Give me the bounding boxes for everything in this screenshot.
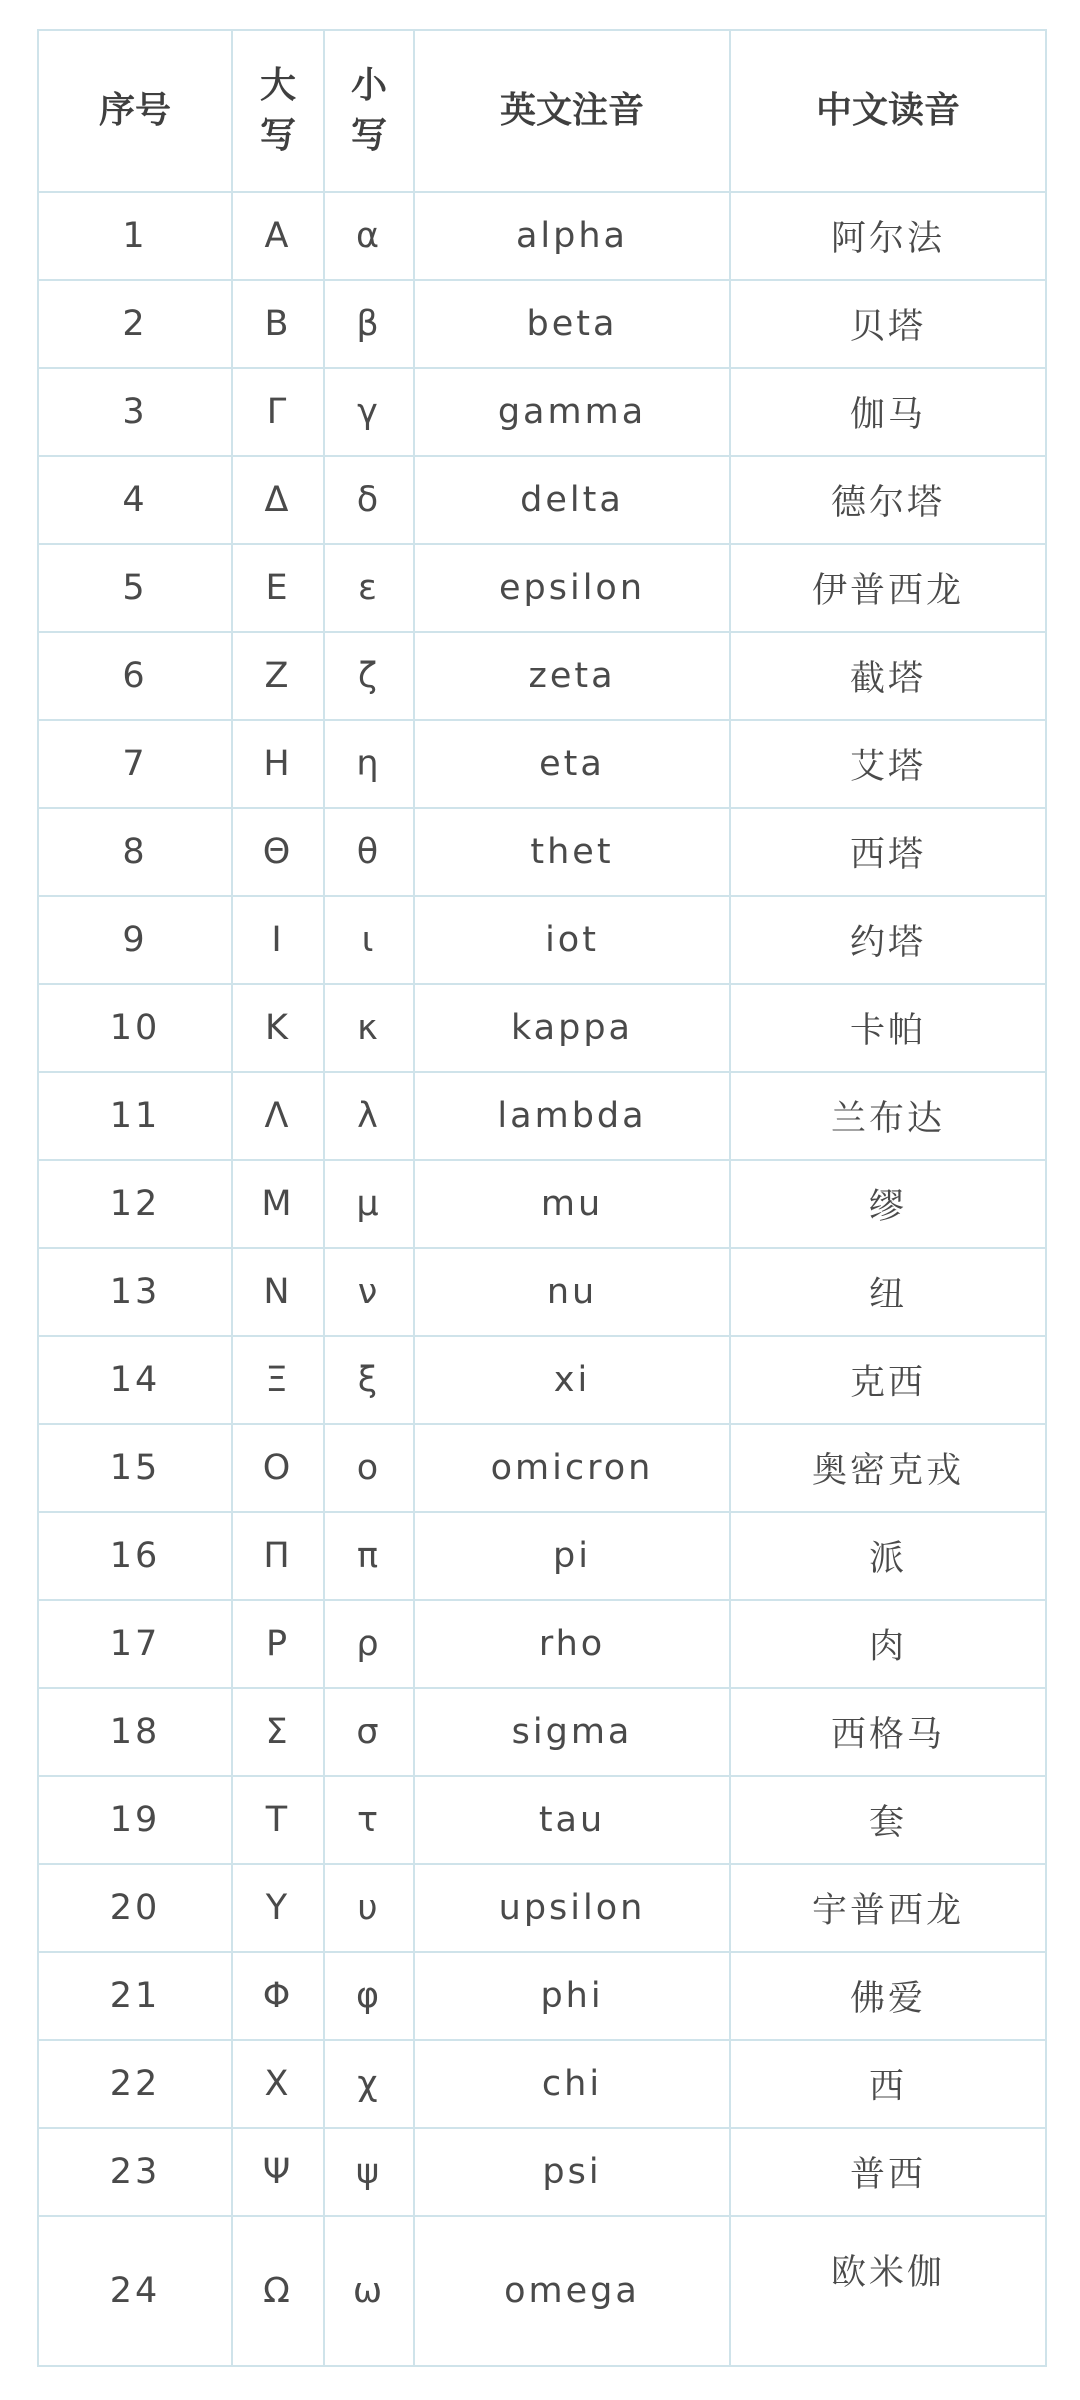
cell-number: 5 [38, 544, 232, 632]
cell-uppercase: Β [232, 280, 324, 368]
cell-number: 24 [38, 2216, 232, 2366]
cell-english: sigma [414, 1688, 730, 1776]
header-uppercase [232, 30, 324, 192]
cell-english: nu [414, 1248, 730, 1336]
cell-number: 11 [38, 1072, 232, 1160]
cell-chinese: 德尔塔 [730, 456, 1046, 544]
cell-chinese: 截塔 [730, 632, 1046, 720]
cell-english: tau [414, 1776, 730, 1864]
cell-chinese: 约塔 [730, 896, 1046, 984]
cell-lowercase: ψ [324, 2128, 414, 2216]
cell-lowercase: ε [324, 544, 414, 632]
cell-chinese: 纽 [730, 1248, 1046, 1336]
cell-uppercase: Σ [232, 1688, 324, 1776]
cell-number: 10 [38, 984, 232, 1072]
cell-number: 3 [38, 368, 232, 456]
cell-number: 17 [38, 1600, 232, 1688]
table-row [38, 1248, 1046, 1336]
cell-chinese: 艾塔 [730, 720, 1046, 808]
cell-english: phi [414, 1952, 730, 2040]
cell-lowercase: φ [324, 1952, 414, 2040]
cell-chinese: 普西 [730, 2128, 1046, 2216]
cell-number: 15 [38, 1424, 232, 1512]
cell-uppercase: Ξ [232, 1336, 324, 1424]
table-row [38, 984, 1046, 1072]
cell-uppercase: Α [232, 192, 324, 280]
cell-number: 12 [38, 1160, 232, 1248]
table-row [38, 1952, 1046, 2040]
cell-uppercase: Κ [232, 984, 324, 1072]
cell-lowercase: τ [324, 1776, 414, 1864]
cell-uppercase: Ε [232, 544, 324, 632]
cell-number: 13 [38, 1248, 232, 1336]
cell-lowercase: σ [324, 1688, 414, 1776]
cell-lowercase: η [324, 720, 414, 808]
cell-number: 7 [38, 720, 232, 808]
cell-english: upsilon [414, 1864, 730, 1952]
cell-chinese: 派 [730, 1512, 1046, 1600]
table-row [38, 192, 1046, 280]
cell-uppercase: Ρ [232, 1600, 324, 1688]
cell-lowercase: β [324, 280, 414, 368]
cell-english: kappa [414, 984, 730, 1072]
cell-chinese: 阿尔法 [730, 192, 1046, 280]
cell-uppercase: Τ [232, 1776, 324, 1864]
cell-lowercase: ξ [324, 1336, 414, 1424]
table-row [38, 1688, 1046, 1776]
cell-number: 4 [38, 456, 232, 544]
table-row [38, 544, 1046, 632]
cell-lowercase: θ [324, 808, 414, 896]
cell-chinese: 卡帕 [730, 984, 1046, 1072]
cell-number: 9 [38, 896, 232, 984]
cell-english: pi [414, 1512, 730, 1600]
header-english: 英文注音 [414, 30, 730, 192]
table-header-row [38, 30, 1046, 192]
cell-lowercase: ρ [324, 1600, 414, 1688]
cell-lowercase: ο [324, 1424, 414, 1512]
cell-chinese: 肉 [730, 1600, 1046, 1688]
cell-number: 2 [38, 280, 232, 368]
cell-lowercase: υ [324, 1864, 414, 1952]
table-row [38, 1072, 1046, 1160]
cell-chinese: 套 [730, 1776, 1046, 1864]
header-lowercase [324, 30, 414, 192]
cell-lowercase: ν [324, 1248, 414, 1336]
cell-uppercase: Η [232, 720, 324, 808]
cell-uppercase: Υ [232, 1864, 324, 1952]
cell-chinese: 兰布达 [730, 1072, 1046, 1160]
cell-english: zeta [414, 632, 730, 720]
cell-lowercase: κ [324, 984, 414, 1072]
table-body [38, 192, 1046, 2366]
cell-english: alpha [414, 192, 730, 280]
cell-chinese: 欧米伽 [730, 2216, 1046, 2366]
header-lowercase-label: 小写 [351, 64, 388, 156]
cell-lowercase: α [324, 192, 414, 280]
cell-number: 21 [38, 1952, 232, 2040]
cell-uppercase: Ζ [232, 632, 324, 720]
header-number: 序号 [38, 30, 232, 192]
cell-uppercase: Ψ [232, 2128, 324, 2216]
cell-lowercase: ω [324, 2216, 414, 2366]
cell-uppercase: Ν [232, 1248, 324, 1336]
cell-lowercase: ι [324, 896, 414, 984]
cell-uppercase: Μ [232, 1160, 324, 1248]
cell-english: psi [414, 2128, 730, 2216]
cell-english: omega [414, 2216, 730, 2366]
cell-english: xi [414, 1336, 730, 1424]
cell-chinese: 佛爱 [730, 1952, 1046, 2040]
cell-chinese: 西 [730, 2040, 1046, 2128]
table-row [38, 808, 1046, 896]
cell-english: epsilon [414, 544, 730, 632]
cell-number: 8 [38, 808, 232, 896]
cell-english: delta [414, 456, 730, 544]
cell-english: gamma [414, 368, 730, 456]
cell-lowercase: δ [324, 456, 414, 544]
cell-uppercase: Χ [232, 2040, 324, 2128]
cell-chinese: 贝塔 [730, 280, 1046, 368]
table-row [38, 280, 1046, 368]
cell-lowercase: λ [324, 1072, 414, 1160]
cell-uppercase: Π [232, 1512, 324, 1600]
cell-uppercase: Θ [232, 808, 324, 896]
cell-uppercase: Ι [232, 896, 324, 984]
cell-lowercase: μ [324, 1160, 414, 1248]
cell-chinese: 宇普西龙 [730, 1864, 1046, 1952]
table-row [38, 2128, 1046, 2216]
cell-uppercase: Λ [232, 1072, 324, 1160]
cell-number: 18 [38, 1688, 232, 1776]
cell-uppercase: Φ [232, 1952, 324, 2040]
table-row [38, 1600, 1046, 1688]
cell-number: 20 [38, 1864, 232, 1952]
cell-english: eta [414, 720, 730, 808]
cell-number: 16 [38, 1512, 232, 1600]
table-row [38, 720, 1046, 808]
cell-english: omicron [414, 1424, 730, 1512]
cell-number: 14 [38, 1336, 232, 1424]
cell-english: chi [414, 2040, 730, 2128]
table-row [38, 1512, 1046, 1600]
cell-number: 1 [38, 192, 232, 280]
cell-english: rho [414, 1600, 730, 1688]
table-row [38, 2216, 1046, 2366]
table-row [38, 1864, 1046, 1952]
cell-lowercase: γ [324, 368, 414, 456]
table-row [38, 896, 1046, 984]
table-row [38, 1160, 1046, 1248]
table-row [38, 1776, 1046, 1864]
cell-lowercase: ζ [324, 632, 414, 720]
table-row [38, 632, 1046, 720]
cell-english: lambda [414, 1072, 730, 1160]
cell-chinese: 缪 [730, 1160, 1046, 1248]
table-row [38, 2040, 1046, 2128]
cell-uppercase: Ω [232, 2216, 324, 2366]
cell-uppercase: Δ [232, 456, 324, 544]
header-uppercase-label: 大写 [260, 64, 297, 156]
cell-uppercase: Γ [232, 368, 324, 456]
cell-chinese: 克西 [730, 1336, 1046, 1424]
cell-chinese: 奥密克戎 [730, 1424, 1046, 1512]
table-row [38, 1336, 1046, 1424]
cell-lowercase: π [324, 1512, 414, 1600]
table-row [38, 456, 1046, 544]
cell-english: mu [414, 1160, 730, 1248]
cell-english: iot [414, 896, 730, 984]
cell-number: 19 [38, 1776, 232, 1864]
cell-number: 6 [38, 632, 232, 720]
cell-english: beta [414, 280, 730, 368]
cell-number: 23 [38, 2128, 232, 2216]
cell-chinese: 伊普西龙 [730, 544, 1046, 632]
cell-english: thet [414, 808, 730, 896]
table-row [38, 1424, 1046, 1512]
cell-chinese: 西塔 [730, 808, 1046, 896]
header-chinese: 中文读音 [730, 30, 1046, 192]
cell-lowercase: χ [324, 2040, 414, 2128]
table-row [38, 368, 1046, 456]
cell-chinese: 西格马 [730, 1688, 1046, 1776]
cell-uppercase: Ο [232, 1424, 324, 1512]
cell-chinese: 伽马 [730, 368, 1046, 456]
greek-alphabet-table [37, 29, 1047, 2367]
cell-number: 22 [38, 2040, 232, 2128]
